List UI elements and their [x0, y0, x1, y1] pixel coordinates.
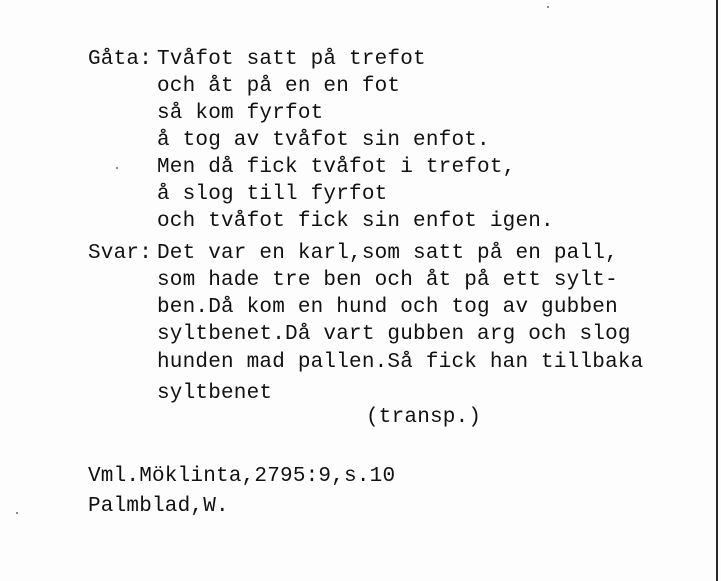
riddle-line: Tvåfot satt på trefot — [157, 48, 426, 71]
source-reference: Vml.Möklinta,2795:9,s.10 — [88, 465, 396, 488]
answer-line: ben.Då kom en hund och tog av gubben — [157, 296, 618, 319]
answer-line: som hade tre ben och åt på ett sylt- — [157, 269, 618, 292]
answer-line: syltbenet — [157, 382, 273, 405]
riddle-line: Men då fick tvåfot i trefot, — [157, 156, 516, 179]
riddle-line: och tvåfot fick sin enfot igen. — [157, 210, 554, 233]
answer-note: (transp.) — [366, 406, 482, 429]
collector-name: Palmblad,W. — [88, 495, 229, 518]
answer-line: syltbenet.Då vart gubben arg och slog — [157, 323, 631, 346]
answer-label: Svar: — [88, 242, 153, 265]
riddle-line: och åt på en en fot — [157, 75, 401, 98]
riddle-label: Gåta: — [88, 48, 153, 71]
riddle-line: å tog av tvåfot sin enfot. — [157, 129, 490, 152]
answer-line: hunden mad pallen.Så fick han tillbaka — [157, 351, 644, 374]
riddle-line: å slog till fyrfot — [157, 183, 388, 206]
riddle-line: så kom fyrfot — [157, 102, 324, 125]
answer-line: Det var en karl,som satt på en pall, — [157, 242, 618, 265]
scan-speck — [116, 167, 118, 169]
card-edge — [716, 0, 718, 581]
scan-speck — [547, 6, 549, 8]
scan-speck — [16, 512, 18, 514]
